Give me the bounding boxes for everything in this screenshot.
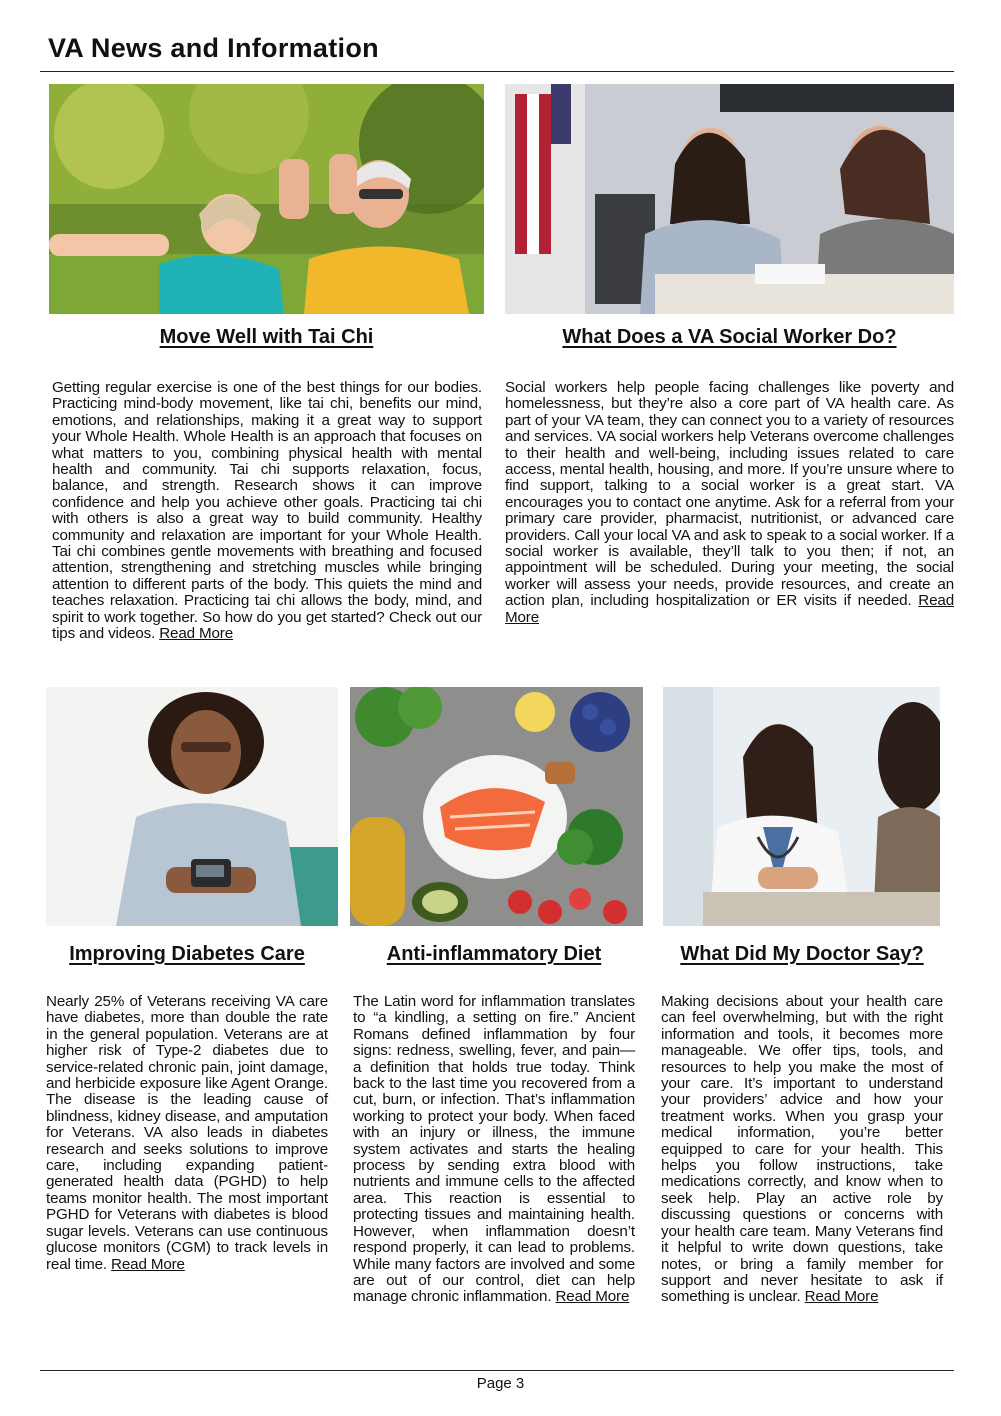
article-body-diet [353, 994, 635, 1306]
article-heading-diabetes: Improving Diabetes Care [69, 943, 305, 965]
article-heading-diet: Anti-inflammatory Diet [386, 943, 602, 965]
article-body-social-worker [505, 380, 954, 626]
read-more-link[interactable]: Read More [505, 592, 954, 626]
article-body-diabetes [46, 994, 328, 1273]
doctor-photo [663, 687, 940, 926]
header-divider [40, 71, 954, 72]
diet-photo [350, 687, 643, 926]
article-heading-tai-chi: Move Well with Tai Chi [159, 326, 374, 348]
article-heading-social-worker: What Does a VA Social Worker Do? [562, 326, 897, 348]
read-more-link[interactable]: Read More [159, 625, 233, 643]
social-worker-photo [505, 84, 954, 314]
article-text: Nearly 25% of Veterans receiving VA care have diabetes, more than double the rate in the general population. Veterans are at higher risk of Type-2 diabetes due to service-related chronic pain, joint damage, and herbicide exposure like Agent Orange. The disease is the leading cause of blindness, kidney disease, and amputation for Veterans. VA also leads in diabetes research and seeks solutions to improve care, including expanding patient-generated health data (PGHD) to help teams monitor health. The most important PGHD for Veterans with diabetes is blood sugar levels. Veterans can use continuous glucose monitors (CGM) to track levels in real time. [46, 993, 328, 1273]
article-text: Getting regular exercise is one of the best things for our bodies. Practicing mind-body movement, like tai chi, benefits our mind, emotions, and relationships, making it a great way to support your Whole Health. Whole Health is an approach that focuses on what matters to you, combining physical health with mental health and community. Tai chi supports relaxation, focus, balance, and strength. Research shows it can improve confidence and help you achieve other goals. Practicing tai chi with others is also a great way to build community. Healthy community and relaxation are important for your Whole Health. Tai chi combines gentle movements with breathing and focused attention, strengthening and stretching muscles while bringing attention to different parts of the body. This quiets the mind and teaches relaxation. Practicing tai chi allows the body, mind, and spirit to work together. So how do you get started? Check out our tips and videos. [52, 379, 482, 643]
article-body-doctor [661, 994, 943, 1306]
tai-chi-photo [49, 84, 484, 314]
read-more-link[interactable]: Read More [804, 1288, 879, 1306]
article-text: The Latin word for inflammation translates to “a kindling, a setting on fire.” Ancient Romans defined inflammation by four signs: redness, swelling, fever, and pain—a definition that holds true today. Think back to the last time you recovered from a cut, burn, or infection. That’s inflammation working to protect your body. When faced with an injury or illness, the immune system activates and starts the healing process by sending extra blood with nutrients and immune cells to the affected area. This reaction is essential to protecting tissues and maintaining health. However, when inflammation doesn’t respond properly, it can lead to problems. While many factors are involved and some are out of our control, diet can help manage chronic inflammation. [353, 993, 635, 1306]
page-number: Page 3 [476, 1375, 525, 1392]
footer-divider [40, 1370, 954, 1371]
article-body-tai-chi [52, 380, 482, 643]
article-text: Making decisions about your health care can feel overwhelming, but with the right information and tools, it becomes more manageable. We offer tips, tools, and resources to help you make the most of your care. It’s important to understand your providers’ advice and how your treatment works. When you grasp your medical information, you’re better equipped to care for your health. This helps you follow instructions, take medications correctly, and know when to seek help. Play an active role by discussing questions or concerns with your health care team. Many Veterans find it helpful to write down questions, take notes, or bring a family member for support and never hesitate to ask if something is unclear. [661, 993, 943, 1306]
page-title: VA News and Information [48, 33, 379, 63]
read-more-link[interactable]: Read More [111, 1255, 185, 1273]
read-more-link[interactable]: Read More [555, 1288, 630, 1306]
article-heading-doctor: What Did My Doctor Say? [680, 943, 924, 965]
diabetes-photo [46, 687, 338, 926]
article-text: Social workers help people facing challenges like poverty and homelessness, but they’re also a core part of VA health care. As part of your VA team, they can connect you to a variety of resources and services. VA social workers help Veterans overcome challenges to their health and well-being, including issues related to care access, mental health, housing, and more. If you’re unsure where to find support, talking to a social worker is a great start. VA encourages you to contact one anytime. Ask for a referral from your primary care provider, pharmacist, nutritionist, or advanced care providers. Call your local VA and ask to speak to a social worker. If a social worker is available, they’ll talk to you then; if not, an appointment will be scheduled. During your meeting, the social worker will assess your needs, provide resources, and create an action plan, including hospitalization or ER visits if needed. [505, 379, 954, 610]
